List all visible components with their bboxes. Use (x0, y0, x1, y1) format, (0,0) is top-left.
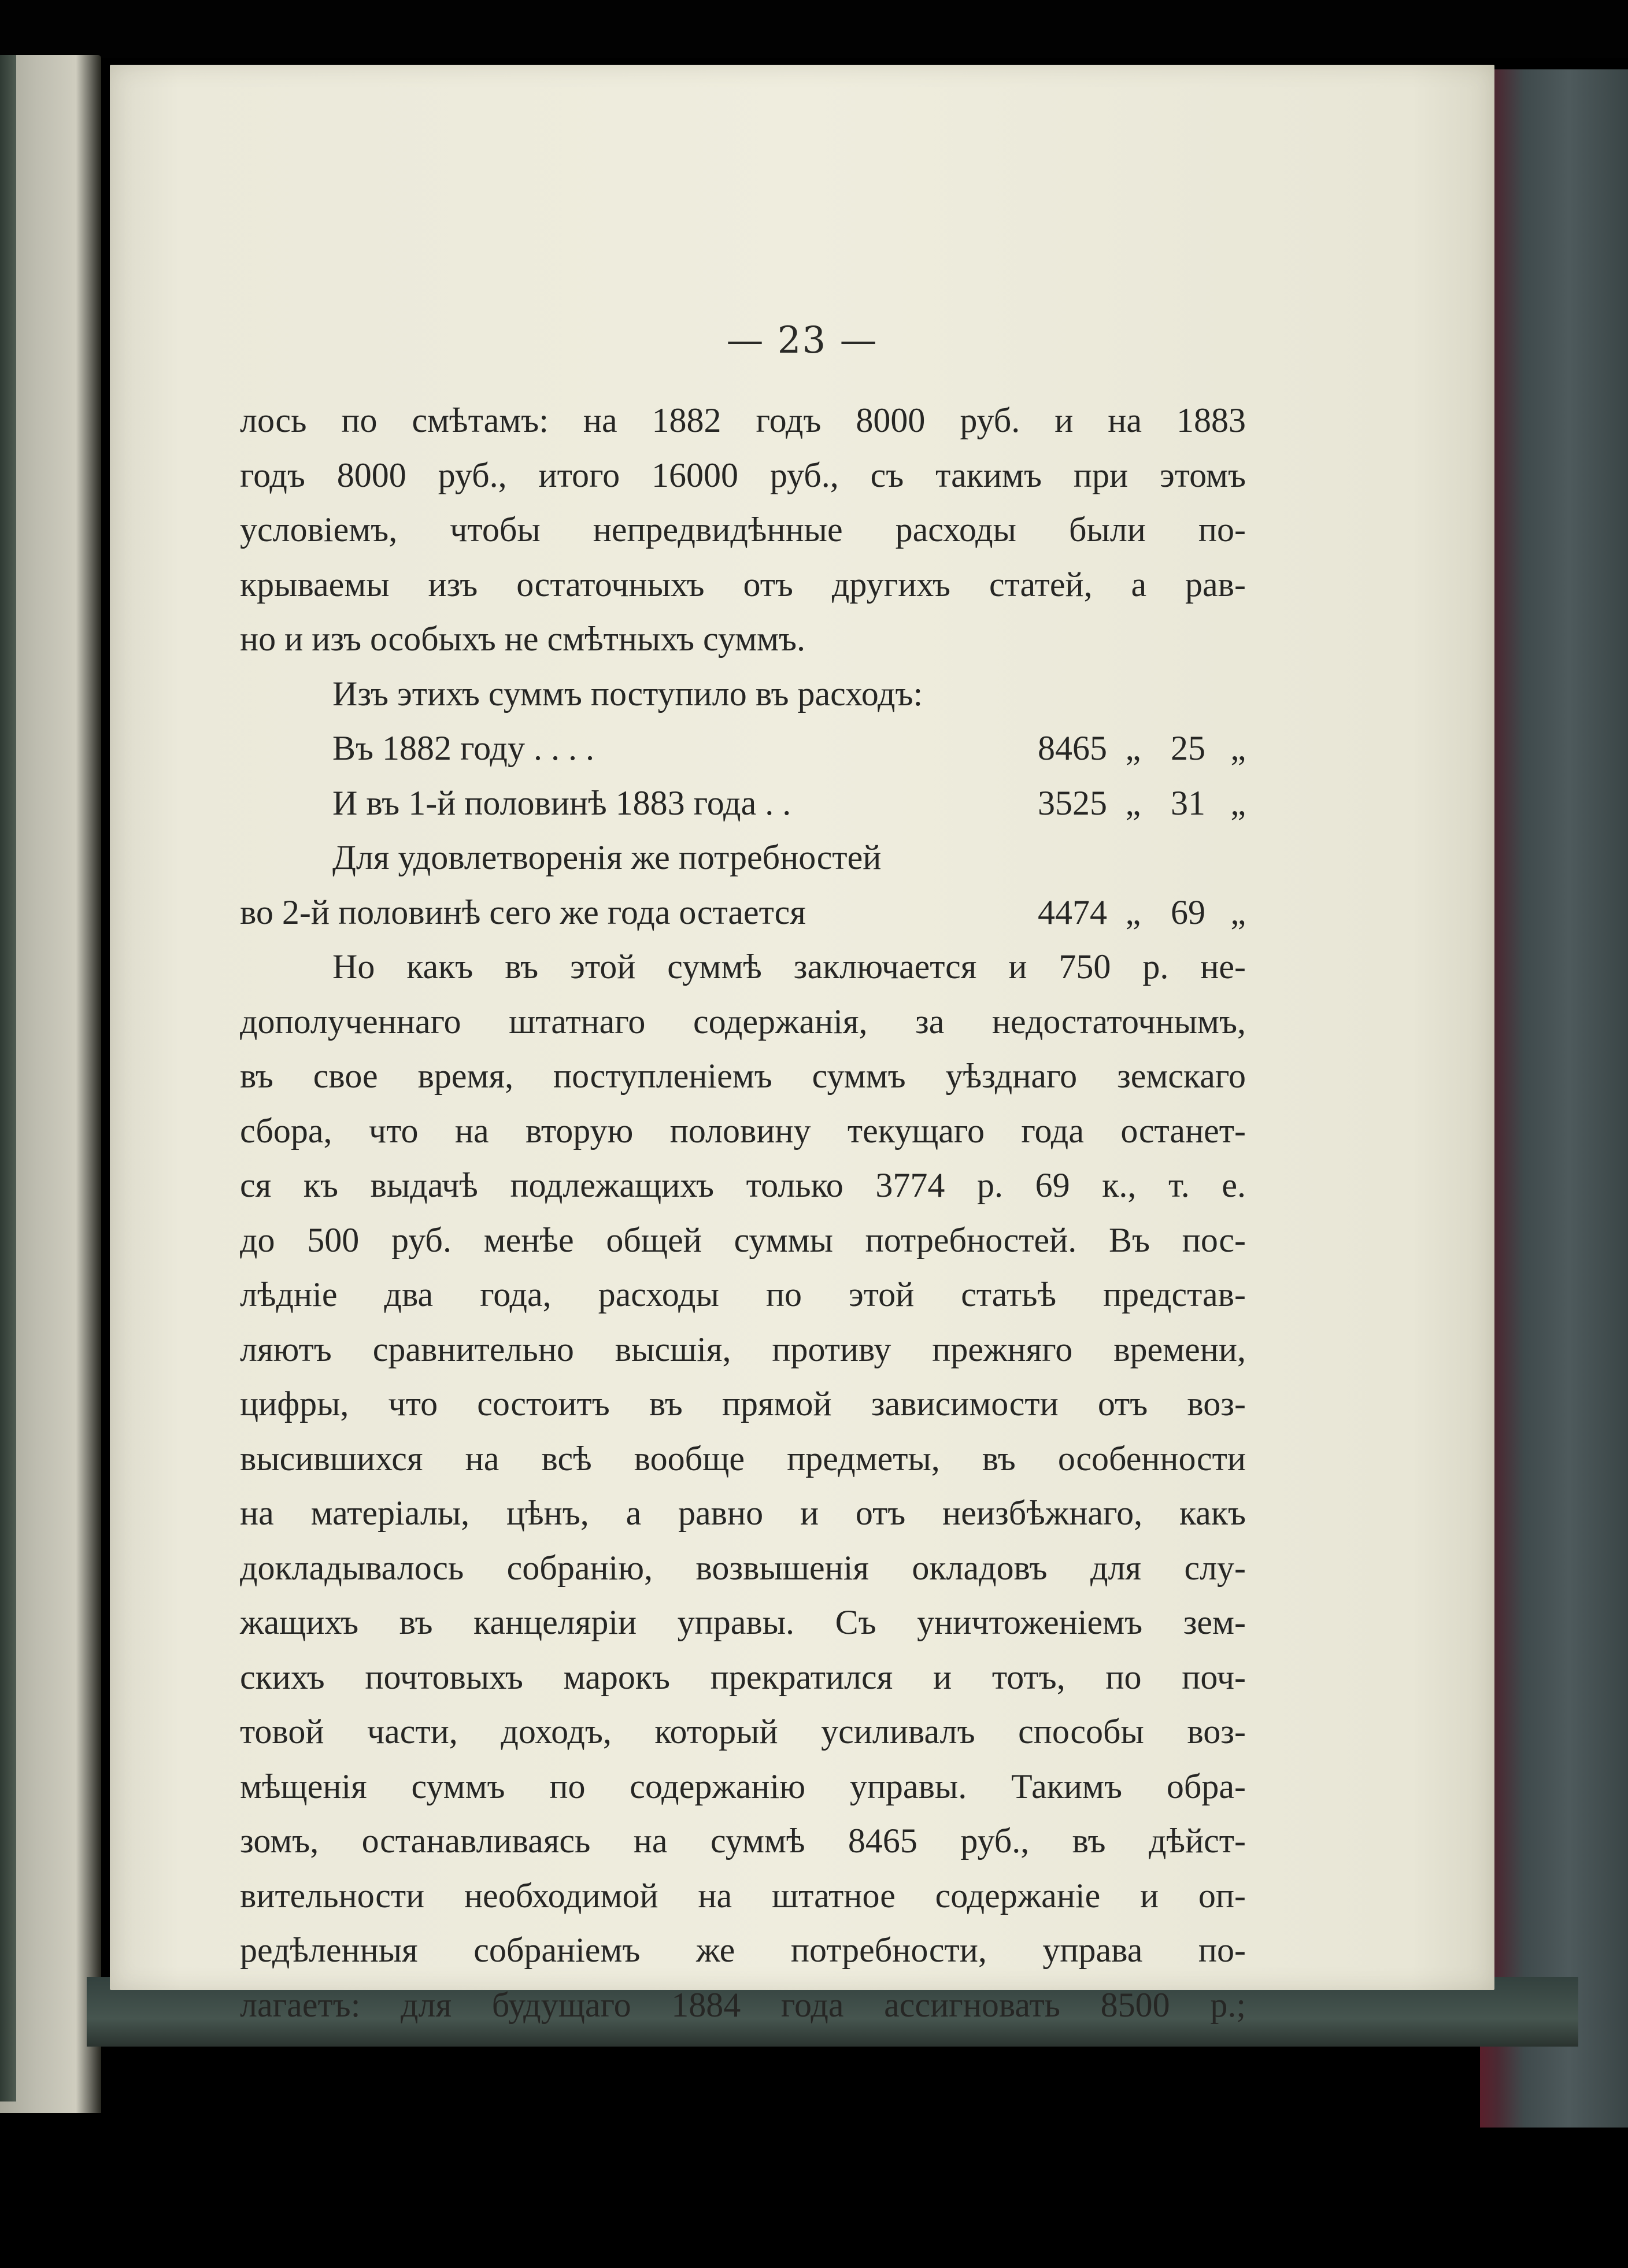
amount-kopecks: 25 (1171, 729, 1205, 767)
remainder-row-amount (986, 885, 1246, 940)
ditto-mark: „ (1230, 893, 1246, 931)
ditto-mark: „ (1230, 783, 1246, 822)
remainder-row-label: во 2-й половинѣ сего же года остается (240, 893, 806, 931)
page-text (240, 393, 1246, 2032)
left-cover-board (0, 55, 16, 2101)
expense-row-label: Въ 1882 году . . . . (332, 729, 594, 767)
text-line: сбора, что на вторую половину текущаго года останет- (240, 1111, 1246, 1150)
text-line: скихъ почтовыхъ марокъ прекратился и тотъ, по поч- (240, 1657, 1246, 1696)
page-number: — 23 — (726, 319, 878, 362)
text-line: жащихъ въ канцеляріи управы. Съ уничтоженіемъ зем- (240, 1603, 1246, 1641)
text-line: Изъ этихъ суммъ поступило въ расходъ: (332, 674, 923, 713)
text-line: лагаетъ: для будущаго 1884 года ассигновать 8500 р.; (240, 1985, 1246, 2024)
ditto-mark: „ (1125, 893, 1141, 931)
text-line: крываемы изъ остаточныхъ отъ другихъ статей, а рав- (240, 565, 1246, 604)
text-line: Для удовлетворенія же потребностей (332, 838, 882, 876)
expense-row (240, 776, 1246, 831)
expense-row-label: И въ 1-й половинѣ 1883 года . . (332, 783, 791, 822)
text-line: въ свое время, поступленіемъ суммъ уѣзднаго земскаго (240, 1057, 1246, 1095)
expense-row (240, 721, 1246, 776)
ditto-mark: „ (1125, 729, 1141, 767)
amount-rubles: 8465 (1038, 729, 1107, 767)
expense-row-amount (986, 721, 1246, 776)
amount-kopecks: 69 (1171, 893, 1205, 931)
amount-kopecks: 31 (1171, 783, 1205, 822)
text-line: годъ 8000 руб., итого 16000 руб., съ такимъ при этомъ (240, 456, 1246, 494)
text-line: цифры, что состоитъ въ прямой зависимости отъ воз- (240, 1385, 1246, 1423)
text-line: ляютъ сравнительно высшія, противу прежняго времени, (240, 1330, 1246, 1368)
text-line: Но какъ въ этой суммѣ заключается и 750 р. не- (332, 948, 1246, 986)
remainder-row (240, 885, 1246, 940)
text-line: дополученнаго штатнаго содержанія, за недостаточнымъ, (240, 1002, 1246, 1041)
text-line: на матеріалы, цѣнъ, а равно и отъ неизбѣжнаго, какъ (240, 1494, 1246, 1532)
ditto-mark: „ (1230, 729, 1246, 767)
text-line: лѣдніе два года, расходы по этой статьѣ представ- (240, 1275, 1246, 1314)
book-binding (1480, 69, 1628, 2128)
text-line: товой части, доходъ, который усиливалъ способы воз- (240, 1712, 1246, 1751)
expense-row-amount (986, 776, 1246, 831)
text-line: но и изъ особыхъ не смѣтныхъ суммъ. (240, 620, 806, 658)
ditto-mark: „ (1125, 783, 1141, 822)
text-line: редѣленныя собраніемъ же потребности, управа по- (240, 1931, 1246, 1969)
text-line: до 500 руб. менѣе общей суммы потребностей. Въ пос- (240, 1220, 1246, 1259)
amount-rubles: 3525 (1038, 783, 1107, 822)
amount-rubles: 4474 (1038, 893, 1107, 931)
text-line: мѣщенія суммъ по содержанію управы. Такимъ обра- (240, 1767, 1246, 1805)
text-line: зомъ, останавливаясь на суммѣ 8465 руб., въ дѣйст- (240, 1822, 1246, 1860)
scanner-black-margin (0, 0, 1628, 58)
text-line: ся къ выдачѣ подлежащихъ только 3774 р. 69 к., т. е. (240, 1166, 1246, 1204)
text-line: высившихся на всѣ вообще предметы, въ особенности (240, 1439, 1246, 1478)
text-line: вительности необходимой на штатное содержаніе и оп- (240, 1876, 1246, 1915)
text-line: лось по смѣтамъ: на 1882 годъ 8000 руб. и на 1883 (240, 401, 1246, 439)
text-line: условіемъ, чтобы непредвидѣнные расходы были по- (240, 510, 1246, 549)
text-line: докладывалось собранію, возвышенія окладовъ для слу- (240, 1548, 1246, 1587)
